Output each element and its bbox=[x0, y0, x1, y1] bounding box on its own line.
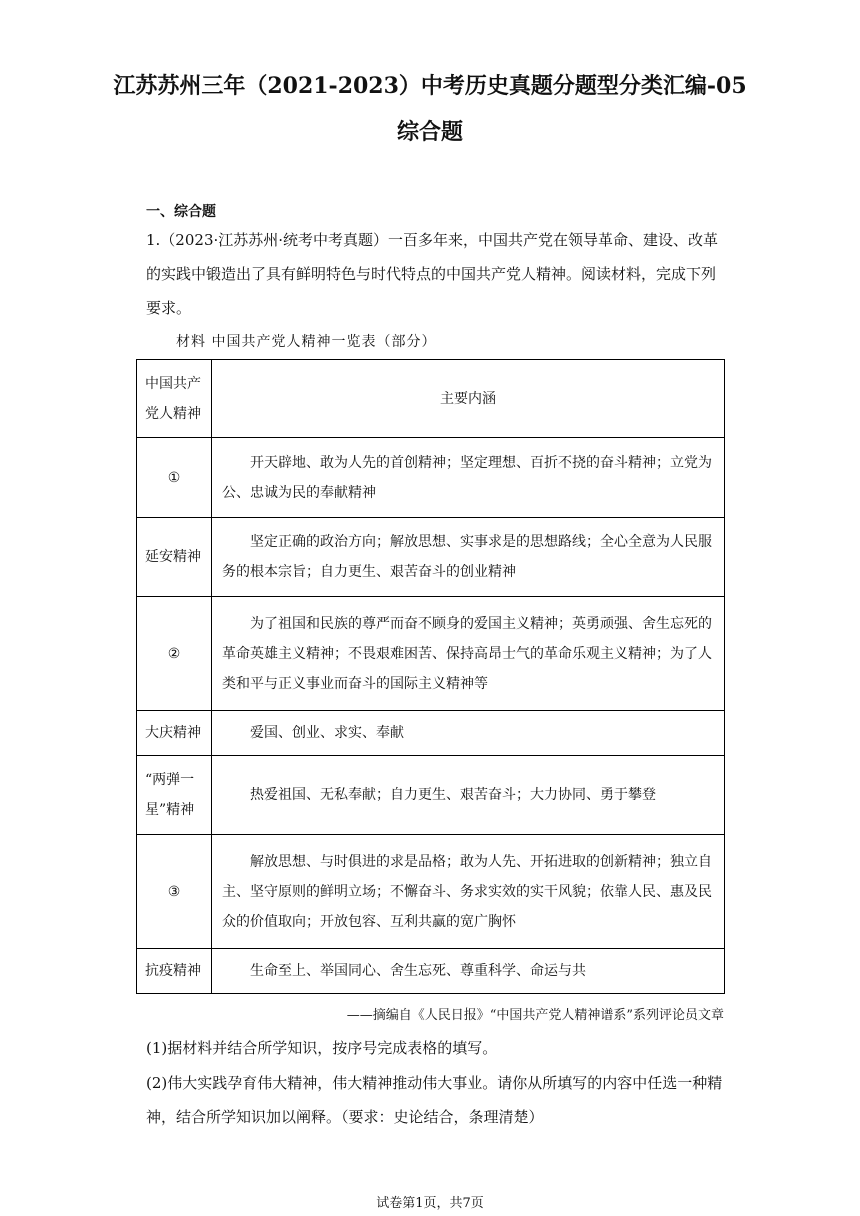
spirit-table bbox=[136, 359, 725, 994]
page-footer: 试卷第1页，共7页 bbox=[376, 1196, 484, 1211]
row-content: 开天辟地、敢为人先的首创精神；坚定理想、百折不挠的奋斗精神；立党为公、忠诚为民的奉献精神 bbox=[212, 438, 725, 518]
material-caption: 材料 中国共产党人精神一览表（部分） bbox=[176, 334, 437, 350]
row-name: ③ bbox=[137, 835, 212, 949]
row-content: 坚定正确的政治方向；解放思想、实事求是的思想路线；全心全意为人民服务的根本宗旨；自力更生、艰苦奋斗的创业精神 bbox=[212, 518, 725, 597]
table-row bbox=[137, 438, 725, 518]
doc-title-line1: 江苏苏州三年（2021-2023）中考历史真题分题型分类汇编-05 bbox=[113, 73, 747, 99]
material-source: ——摘编自《人民日报》“中国共产党人精神谱系”系列评论员文章 bbox=[346, 1008, 724, 1023]
row-name: ② bbox=[137, 597, 212, 711]
table-row bbox=[137, 756, 725, 835]
row-name: 大庆精神 bbox=[137, 711, 212, 756]
row-name: 抗疫精神 bbox=[137, 949, 212, 994]
row-name: ① bbox=[137, 438, 212, 518]
section-heading: 一、综合题 bbox=[146, 204, 216, 220]
sub-question-2-line1: (2)伟大实践孕育伟大精神，伟大精神推动伟大事业。请你从所填写的内容中任选一种精 bbox=[146, 1074, 723, 1092]
row-name: “两弹一星”精神 bbox=[137, 756, 212, 835]
table-row bbox=[137, 518, 725, 597]
table-row bbox=[137, 597, 725, 711]
question-intro-line3: 要求。 bbox=[146, 299, 192, 317]
row-content: 热爱祖国、无私奉献；自力更生、艰苦奋斗；大力协同、勇于攀登 bbox=[212, 756, 725, 835]
row-content: 生命至上、举国同心、舍生忘死、尊重科学、命运与共 bbox=[212, 949, 725, 994]
row-content: 为了祖国和民族的尊严而奋不顾身的爱国主义精神；英勇顽强、舍生忘死的革命英雄主义精神；不畏艰难困苦、保持高昂士气的革命乐观主义精神；为了人类和平与正义事业而奋斗的国际主义精神等 bbox=[212, 597, 725, 711]
header-name-line2: 党人精神 bbox=[145, 405, 201, 422]
table-row bbox=[137, 835, 725, 949]
table-row bbox=[137, 949, 725, 994]
table-row bbox=[137, 711, 725, 756]
header-content: 主要内涵 bbox=[212, 360, 725, 438]
header-spirit-name bbox=[137, 360, 212, 438]
sub-question-2-line2: 神，结合所学知识加以阐释。（要求：史论结合，条理清楚） bbox=[146, 1108, 544, 1126]
header-name-line1: 中国共产 bbox=[145, 375, 201, 392]
row-content: 解放思想、与时俱进的求是品格；敢为人先、开拓进取的创新精神；独立自主、坚守原则的鲜明立场；不懈奋斗、务求实效的实干风貌；依靠人民、惠及民众的价值取向；开放包容、互利共赢的宽广胸怀 bbox=[212, 835, 725, 949]
doc-title-line2: 综合题 bbox=[396, 119, 463, 145]
sub-question-1: (1)据材料并结合所学知识，按序号完成表格的填写。 bbox=[146, 1039, 498, 1057]
row-name: 延安精神 bbox=[137, 518, 212, 597]
table-header-row bbox=[137, 360, 725, 438]
question-intro-line2: 的实践中锻造出了具有鲜明特色与时代特点的中国共产党人精神。阅读材料，完成下列 bbox=[146, 265, 717, 283]
row-content: 爱国、创业、求实、奉献 bbox=[212, 711, 725, 756]
question-intro-line1: 1.（2023·江苏苏州·统考中考真题）一百多年来，中国共产党在领导革命、建设、改革 bbox=[146, 231, 719, 249]
